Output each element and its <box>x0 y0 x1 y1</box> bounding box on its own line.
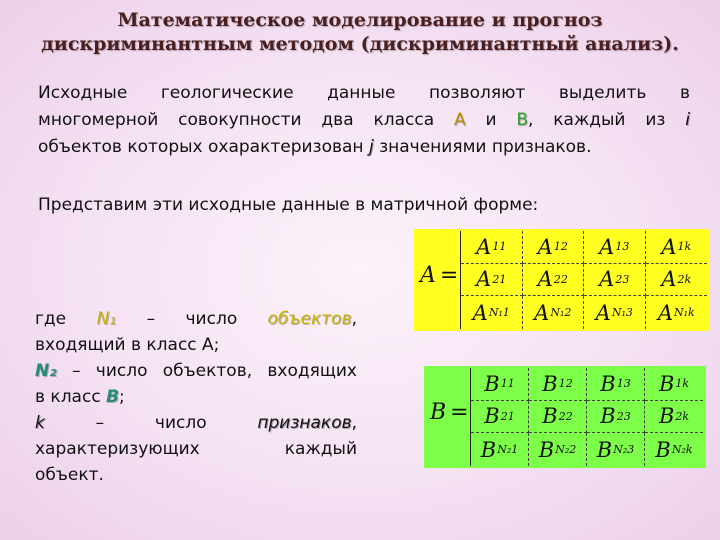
matrix-symbol: A <box>537 267 553 292</box>
matrix-cell <box>587 368 645 401</box>
matrix-subscript: 1k <box>675 377 690 391</box>
matrix-symbol: B <box>538 437 555 462</box>
matrix-a-name: A <box>420 263 436 288</box>
matrix-a-grid <box>460 231 707 329</box>
legend-text: – число <box>95 413 207 433</box>
matrix-subscript: N₂2 <box>555 443 577 457</box>
matrix-subscript: N₂k <box>671 443 693 457</box>
matrix-symbol: A <box>599 267 615 292</box>
matrix-symbol: B <box>658 404 675 429</box>
matrix-a-label <box>420 263 458 288</box>
matrix-subscript: 12 <box>558 377 573 391</box>
matrix-cell <box>523 231 585 264</box>
matrix-cell <box>646 296 708 329</box>
matrix-subscript: N₂3 <box>613 443 635 457</box>
matrix-intro: Представим эти исходные данные в матричной форме: <box>38 195 539 215</box>
matrix-cell <box>529 433 587 466</box>
matrix-cell <box>461 264 523 297</box>
matrix-symbol: A <box>657 300 673 325</box>
n1-symbol: N₁ <box>96 309 117 329</box>
matrix-subscript: 23 <box>616 409 631 423</box>
matrix-cell <box>461 296 523 329</box>
matrix-subscript: 2k <box>675 409 690 423</box>
features-term: признаков <box>257 413 352 433</box>
matrix-symbol: B <box>655 437 671 462</box>
legend-text: , <box>351 413 358 433</box>
matrix-symbol: A <box>661 234 677 259</box>
legend-text: – число объектов, входящих <box>71 361 357 381</box>
matrix-a <box>414 229 710 331</box>
matrix-cell <box>645 401 703 434</box>
class-a-label: А <box>453 110 466 130</box>
matrix-symbol: A <box>472 300 488 325</box>
matrix-cell <box>523 264 585 297</box>
matrix-symbol: B <box>600 371 616 396</box>
matrix-symbol: A <box>661 267 677 292</box>
equals-sign: = <box>450 400 469 425</box>
matrix-cell <box>584 264 646 297</box>
matrix-symbol: B <box>484 404 500 429</box>
legend-line-1 <box>35 306 357 332</box>
matrix-symbol: B <box>542 404 558 429</box>
legend-line-5 <box>35 410 357 436</box>
matrix-b <box>424 366 706 468</box>
matrix-symbol: A <box>537 234 553 259</box>
matrix-subscript: N₁k <box>673 306 695 320</box>
n2-symbol: N₂ <box>35 361 57 381</box>
legend-line-7: объект. <box>35 465 104 485</box>
matrix-cell <box>471 401 529 434</box>
title-line-2: дискриминантным методом (дискриминантный анализ). <box>41 33 679 55</box>
matrix-cell <box>584 296 646 329</box>
matrix-subscript: 13 <box>616 377 631 391</box>
equals-sign: = <box>439 263 459 288</box>
matrix-subscript: N₁3 <box>611 306 633 320</box>
matrix-symbol: B <box>480 437 497 462</box>
matrix-subscript: 2k <box>677 272 692 286</box>
k-symbol: k <box>35 413 45 433</box>
intro-paragraph <box>38 80 690 161</box>
matrix-symbol: A <box>476 234 492 259</box>
matrix-b-name: B <box>430 400 447 425</box>
matrix-cell <box>645 368 703 401</box>
matrix-subscript: 11 <box>492 240 507 254</box>
j-variable: j <box>368 137 374 157</box>
matrix-cell <box>523 296 585 329</box>
i-variable: i <box>685 110 690 130</box>
matrix-cell <box>529 368 587 401</box>
matrix-symbol: B <box>600 404 616 429</box>
matrix-cell <box>646 231 708 264</box>
legend-text: – число <box>146 309 238 329</box>
matrix-subscript: 21 <box>500 409 515 423</box>
intro-text: , каждый из <box>528 110 666 130</box>
class-b-label: В <box>516 110 529 130</box>
matrix-symbol: A <box>476 267 492 292</box>
matrix-subscript: 13 <box>615 240 630 254</box>
matrix-symbol: B <box>658 371 675 396</box>
legend-text: в класс <box>35 387 101 407</box>
matrix-cell <box>587 433 645 466</box>
slide-title <box>0 8 720 56</box>
matrix-cell <box>645 433 703 466</box>
legend-text: , <box>351 309 358 329</box>
matrix-cell <box>646 264 708 297</box>
legend-line-6: характеризующих каждый <box>35 439 357 459</box>
matrix-cell <box>584 231 646 264</box>
matrix-subscript: 22 <box>553 272 568 286</box>
intro-text: многомерной совокупности два класса <box>38 110 435 130</box>
matrix-subscript: 1k <box>677 240 692 254</box>
matrix-symbol: B <box>596 437 613 462</box>
matrix-b-grid <box>470 368 703 466</box>
matrix-symbol: A <box>599 234 615 259</box>
legend-paragraph <box>35 306 357 488</box>
matrix-subscript: 21 <box>492 272 507 286</box>
matrix-subscript: 23 <box>615 272 630 286</box>
matrix-symbol: B <box>484 371 500 396</box>
matrix-cell <box>587 401 645 434</box>
matrix-subscript: 12 <box>553 240 568 254</box>
legend-line-4 <box>35 384 357 410</box>
legend-text: ; <box>119 387 125 407</box>
matrix-symbol: B <box>542 371 558 396</box>
matrix-cell <box>471 433 529 466</box>
legend-text: где <box>35 309 67 329</box>
intro-and: и <box>485 110 497 130</box>
matrix-cell <box>461 231 523 264</box>
matrix-subscript: N₂1 <box>497 443 519 457</box>
matrix-symbol: A <box>595 300 611 325</box>
title-line-1: Математическое моделирование и прогноз <box>117 9 603 31</box>
matrix-symbol: A <box>534 300 550 325</box>
matrix-cell <box>471 368 529 401</box>
intro-text: значениями признаков. <box>379 137 592 157</box>
matrix-subscript: N₁1 <box>488 306 510 320</box>
matrix-subscript: 22 <box>558 409 573 423</box>
matrix-cell <box>529 401 587 434</box>
matrix-subscript: N₁2 <box>550 306 572 320</box>
class-b-symbol: В <box>106 387 120 407</box>
legend-line-2: входящий в класс А; <box>35 335 220 355</box>
intro-line-1: Исходные геологические данные позволяют выделить в <box>38 83 690 103</box>
matrix-b-label <box>430 400 469 425</box>
intro-line-2 <box>38 107 690 134</box>
intro-text: объектов которых охарактеризован <box>38 137 364 157</box>
intro-line-3 <box>38 134 690 161</box>
legend-line-3 <box>35 358 357 384</box>
matrix-subscript: 11 <box>500 377 515 391</box>
objects-term: объектов <box>267 309 352 329</box>
